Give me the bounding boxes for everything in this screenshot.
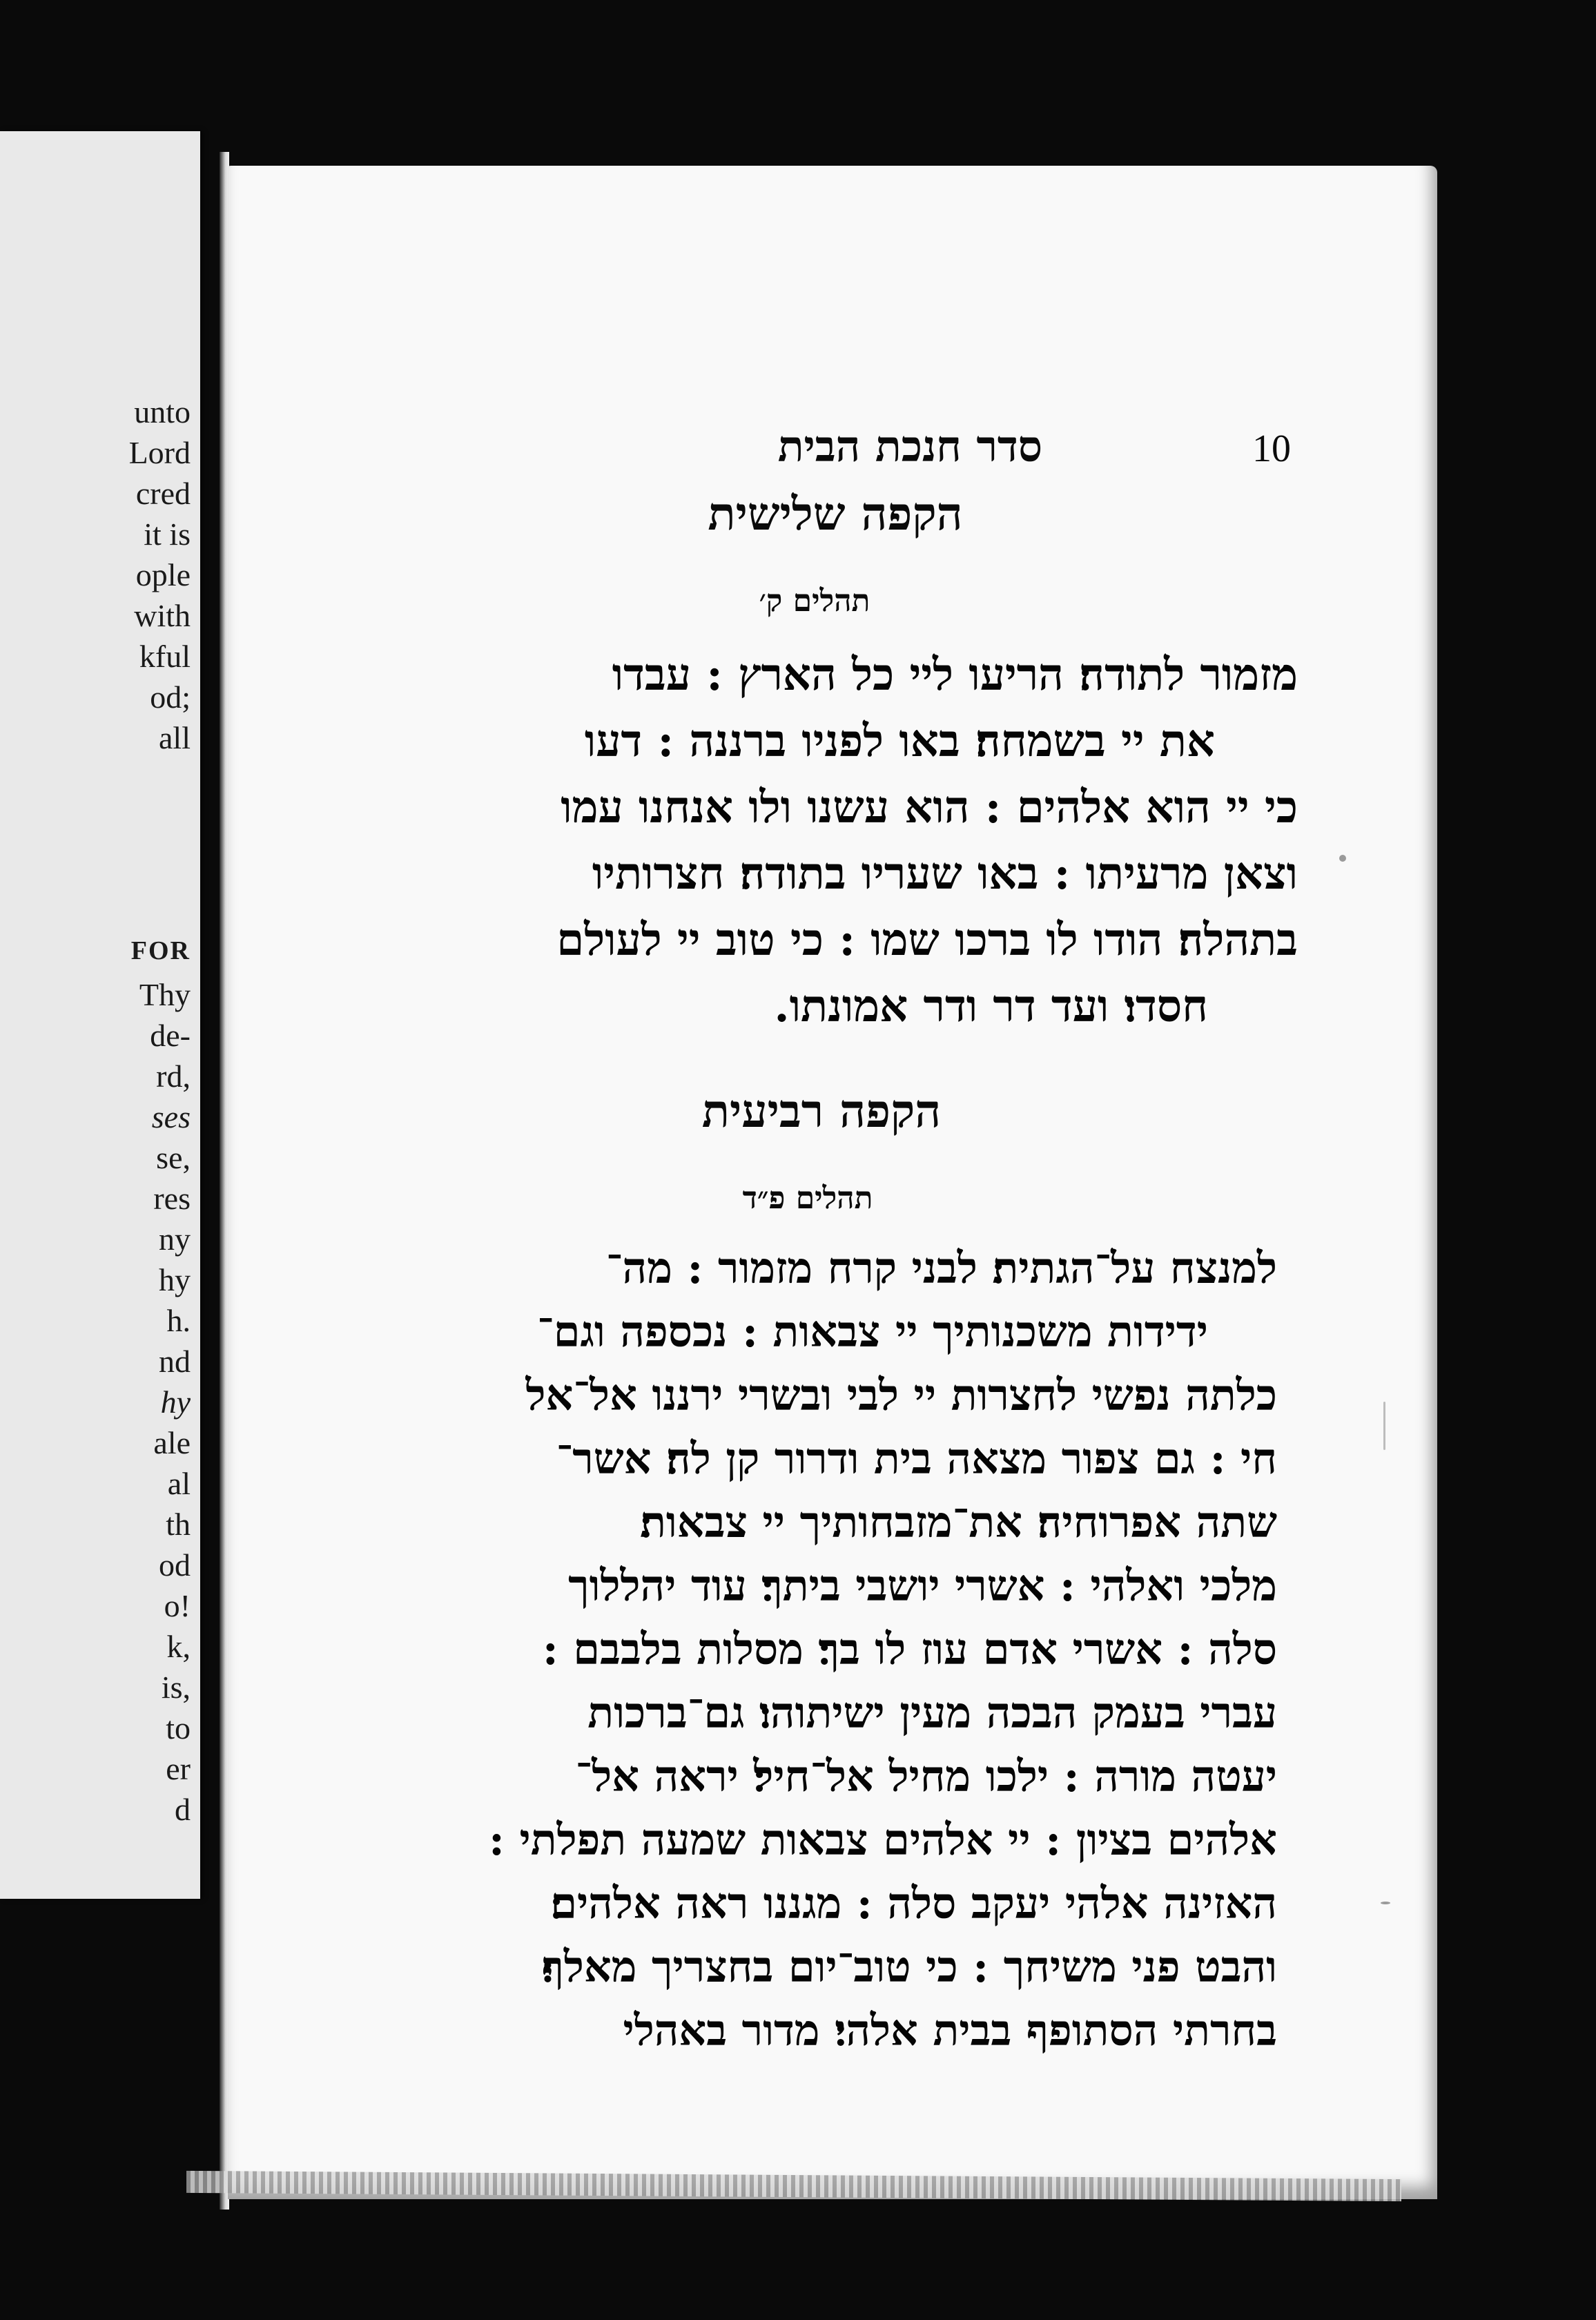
facing-page-fragment: cred xyxy=(135,476,191,511)
facing-page-fragment: Lord xyxy=(128,435,191,470)
facing-page-fragment: k, xyxy=(166,1629,191,1664)
facing-page-fragment: kful xyxy=(139,639,191,674)
facing-page-fragment: se, xyxy=(156,1140,191,1175)
facing-page-fragment: od xyxy=(159,1547,191,1583)
psalm-line: חסדו׃ ועד דר ודר אמונתו. xyxy=(774,980,1208,1032)
facing-page-fragment: unto xyxy=(134,394,191,429)
page-number: 10 xyxy=(1252,427,1291,470)
facing-page-fragment: ny xyxy=(159,1221,191,1257)
psalm-line: והבט פני משיחך : כי טוב־יום בחצריך מאלף׃ xyxy=(541,1942,1277,1992)
facing-page-fragment: to xyxy=(166,1710,191,1746)
psalm-line: כלתה נפשי לחצרות יי לבי ובשרי ירננו אל־אל xyxy=(525,1370,1277,1420)
facing-page-fragment: h. xyxy=(166,1303,191,1338)
facing-page-fragment: with xyxy=(134,598,191,633)
facing-page-fragment: it is xyxy=(144,516,191,552)
psalm-line: ידידות משכנותיך יי צבאות : נכספה וגם־ xyxy=(537,1306,1208,1357)
psalm-line: אלהים בציון : יי אלהים צבאות שמעה תפלתי : xyxy=(489,1815,1277,1865)
facing-page-fragment: d xyxy=(175,1792,191,1827)
section-title: הקפה שלישית xyxy=(708,487,963,541)
psalm-line: שתה אפרוחיה׃ את־מזבחותיך יי צבאות׃ xyxy=(640,1497,1277,1547)
psalm-line: האזינה אלהי יעקב סלה : מגננו ראה אלהים׃ xyxy=(550,1878,1277,1928)
facing-page-fragment: ale xyxy=(153,1425,191,1460)
facing-page-fragment: o! xyxy=(164,1588,191,1623)
facing-page-fragment: ses xyxy=(151,1099,191,1134)
psalm-line: יעטה מורה : ילכו מחיל אל־חיל׃ יראה אל־ xyxy=(575,1751,1277,1801)
facing-page-fragment: ople xyxy=(135,557,191,592)
facing-page-fragment: all xyxy=(159,720,191,755)
psalm-reference: תהלים ק׳ xyxy=(759,583,870,619)
psalm-line: בתהלה׃ הודו לו ברכו שמו : כי טוב יי לעולם xyxy=(556,914,1298,966)
psalm-line: סלה : אשרי אדם עוז לו בך׃ מסלות בלבבם : xyxy=(542,1624,1277,1674)
facing-page-fragment: er xyxy=(166,1751,191,1786)
facing-page-fragment: th xyxy=(166,1507,191,1542)
psalm-line: עברי בעמק הבכה מעין ישיתוהו׃ גם־ברכות xyxy=(587,1688,1277,1738)
psalm-reference: תהלים פ״ד xyxy=(742,1181,873,1216)
scan-speck xyxy=(1339,855,1346,862)
psalm-line: מזמור לתודה׃ הריעו ליי כל הארץ : עבדו xyxy=(612,649,1298,701)
psalm-line: למנצח על־הגתית׃ לבני קרח מזמור : מה־ xyxy=(605,1243,1277,1293)
psalm-line: את יי בשמחה׃ באו לפניו ברננה : דעו xyxy=(584,715,1215,767)
psalm-text xyxy=(331,649,1298,1050)
facing-page-fragment: nd xyxy=(159,1344,191,1379)
facing-page-fragment: al xyxy=(167,1466,191,1501)
psalm-line: וצאן מרעיתו : באו שעריו בתודה׃ חצרותיו xyxy=(592,848,1298,900)
psalm-text xyxy=(311,1243,1277,2071)
facing-page-fragment: rd, xyxy=(156,1058,191,1094)
scan-speck xyxy=(1383,1402,1385,1450)
facing-page xyxy=(0,131,200,1899)
section-title: הקפה רביעית xyxy=(701,1084,942,1138)
facing-page-fragment: is, xyxy=(161,1670,191,1705)
facing-page-fragment: de- xyxy=(150,1018,191,1053)
facing-page-fragment: FOR xyxy=(130,936,191,965)
facing-page-fragment: Thy xyxy=(139,977,191,1012)
facing-page-fragment: hy xyxy=(160,1384,191,1420)
running-title: סדר חנכת הבית xyxy=(777,421,1042,472)
facing-page-fragment: res xyxy=(153,1181,191,1216)
running-head xyxy=(476,421,1291,483)
psalm-line: חי : גם צפור מצאה בית ודרור קן לה׃ אשר־ xyxy=(556,1433,1277,1484)
facing-page-fragment: od; xyxy=(150,679,191,715)
facing-page-fragment: hy xyxy=(159,1262,191,1297)
psalm-line: בחרתי הסתופף בבית אלהי׃ מדור באהלי xyxy=(623,2005,1277,2056)
psalm-line: כי יי הוא אלהים : הוא עשנו ולו אנחנו עמו xyxy=(561,782,1298,833)
psalm-line: מלכי ואלהי : אשרי יושבי ביתך׃ עוד יהללוך xyxy=(568,1560,1277,1611)
scan-speck xyxy=(1381,1902,1390,1904)
